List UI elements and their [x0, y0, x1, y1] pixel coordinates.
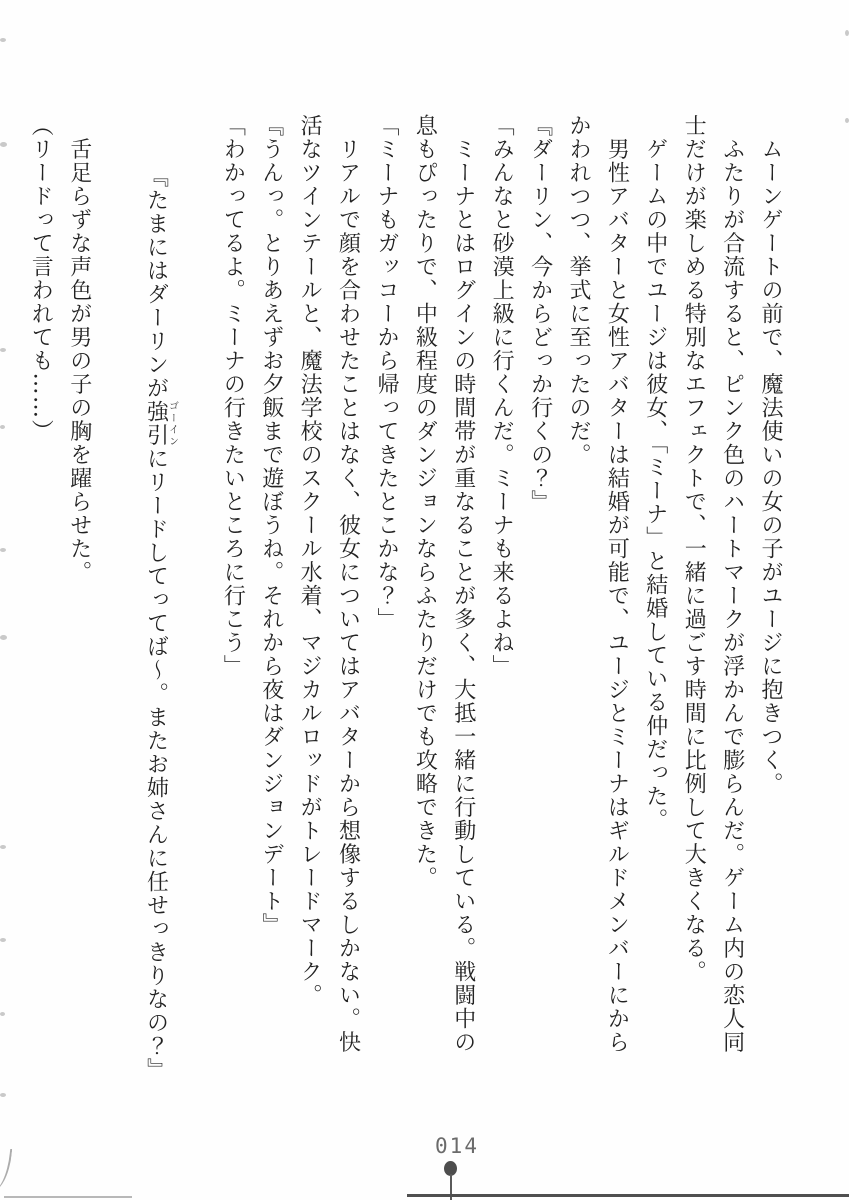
- scan-artifact: [845, 118, 849, 123]
- text-column: 息もぴったりで、中級程度のダンジョンならふたりだけでも攻略できた。: [412, 114, 438, 890]
- text-column: ムーンゲートの前で、魔法使いの女の子がユージに抱きつく。: [758, 114, 783, 796]
- text-column: 男性アバターと女性アバターは結婚が可能で、ユージとミーナはギルドメンバーにから: [604, 114, 630, 1054]
- text-column: 舌足らずな声色が男の子の胸を躍らせた。: [66, 114, 92, 584]
- ruby-line-before: 『たまにはダーリンが: [143, 164, 169, 400]
- scan-artifact: [0, 845, 6, 849]
- footer-bottom-rule-left: [4, 1196, 132, 1198]
- scan-artifact: [845, 30, 849, 36]
- text-column: ミーナとはログインの時間帯が重なることが多く、大抵一緒に行動している。戦闘中の: [450, 114, 476, 1054]
- scan-artifact: [0, 142, 7, 147]
- text-column-dialogue: 『ダーリン、今からどっか行くの？』: [527, 114, 553, 514]
- scan-artifact: [0, 1093, 6, 1097]
- scan-artifact: [0, 348, 6, 352]
- text-column: かわれつつ、挙式に至ったのだ。: [565, 114, 591, 467]
- scan-artifact: [0, 38, 6, 42]
- ruby-base-text: 強引: [143, 399, 169, 447]
- text-column: 士だけが楽しめる特別なエフェクトで、一緒に過ごす時間に比例して大きくなる。: [681, 114, 707, 984]
- text-column-thought: （リードって言われても……）: [28, 114, 54, 443]
- scan-artifact: [0, 938, 6, 942]
- scan-artifact: [0, 635, 7, 640]
- ruby-line-after: にリードしてってば～。またお姉さんに任せっきりなの？』: [143, 446, 169, 1082]
- text-column-dialogue: 『うんっ。とりあえずお夕飯まで遊ぼうね。それから夜はダンジョンデート』: [258, 114, 284, 937]
- scan-artifact: [0, 1012, 5, 1016]
- text-column: リアルで顔を合わせたことはなく、彼女についてはアバターから想像するしかない。快: [335, 114, 361, 1054]
- text-column-dialogue: 「ミーナもガッコーから帰ってきたとこかな？」: [373, 114, 399, 631]
- scan-artifact: [0, 1147, 12, 1193]
- ruby-reading-text: ゴーイン: [166, 399, 178, 447]
- text-column-dialogue-ruby: [98, 114, 213, 1114]
- scan-artifact: [0, 548, 6, 552]
- text-column: ゲームの中でユージは彼女、「ミーナ」と結婚している仲だった。: [642, 114, 668, 832]
- novel-text-block: [21, 114, 789, 1114]
- text-column-dialogue: 「みんなと砂漠上級に行くんだ。ミーナも来るよね」: [489, 114, 515, 678]
- text-column: ふたりが合流すると、ピンク色のハートマークが浮かんで膨らんだ。ゲーム内の恋人同: [719, 114, 745, 1054]
- furigana-annotation: [143, 399, 178, 447]
- text-column-dialogue: 「わかってるよ。ミーナの行きたいところに行こう」: [220, 114, 246, 678]
- page-number: 014: [435, 1134, 479, 1158]
- footer-bottom-rule-right: [407, 1194, 849, 1197]
- text-column: 活なツインテールと、魔法学校のスクール水着、マジカルロッドがトレードマーク。: [297, 114, 323, 1007]
- scan-artifact: [0, 425, 5, 429]
